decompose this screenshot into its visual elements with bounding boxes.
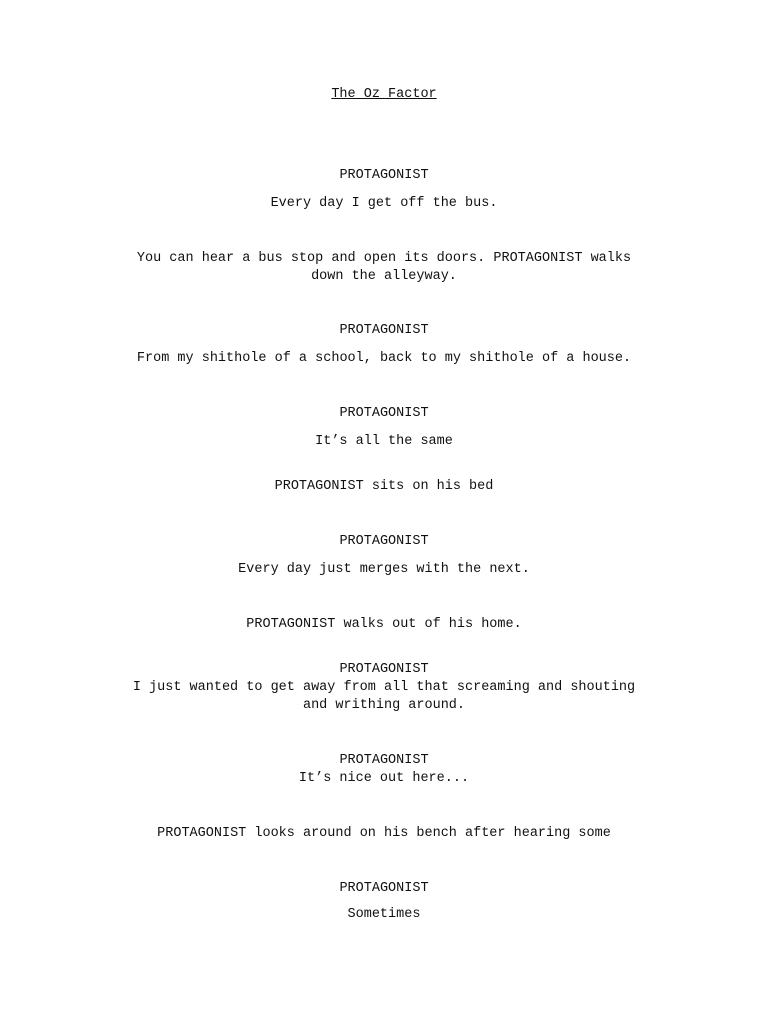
action-line: You can hear a bus stop and open its doors. PROTAGONIST walks <box>136 251 632 266</box>
dialogue-line: From my shithole of a school, back to my shithole of a house. <box>136 351 632 366</box>
dialogue-line: and writhing around. <box>302 698 466 713</box>
action-line: PROTAGONIST looks around on his bench after hearing some <box>157 826 611 841</box>
character-cue: PROTAGONIST <box>339 534 429 549</box>
dialogue-line: Every day just merges with the next. <box>238 562 530 577</box>
script-title: The Oz Factor <box>331 87 437 102</box>
dialogue-line: I just wanted to get away from all that screaming and shouting <box>132 680 636 695</box>
dialogue-line: Every day I get off the bus. <box>270 196 498 211</box>
character-cue: PROTAGONIST <box>339 753 429 768</box>
character-cue: PROTAGONIST <box>339 168 429 183</box>
character-cue: PROTAGONIST <box>339 323 429 338</box>
character-cue: PROTAGONIST <box>339 406 429 421</box>
dialogue-line: Sometimes <box>347 907 421 922</box>
dialogue-line: It’s all the same <box>315 434 453 449</box>
action-line: PROTAGONIST sits on his bed <box>274 479 494 494</box>
character-cue: PROTAGONIST <box>339 662 429 677</box>
action-line: down the alleyway. <box>311 269 457 284</box>
character-cue: PROTAGONIST <box>339 881 429 896</box>
dialogue-line: It’s nice out here... <box>298 771 470 786</box>
action-line: PROTAGONIST walks out of his home. <box>246 617 522 632</box>
